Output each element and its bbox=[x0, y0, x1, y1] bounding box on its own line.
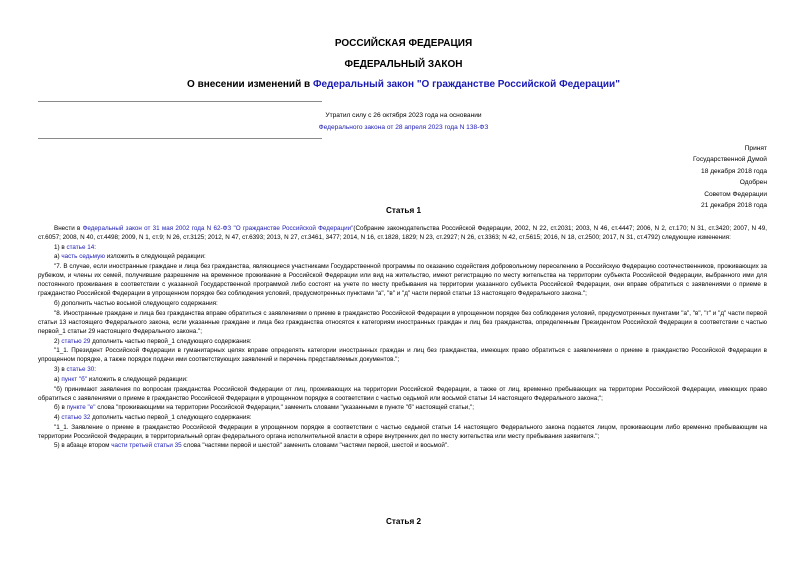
quote-part-8: "8. Иностранные граждане и лица без гражданства вправе обратиться с заявлениями о приеме в гражданство Российской Федерации в упрощенном порядке без соблюдения условий, предусмотренных пунктами "а", "в", "г" и "д" части первой статьи 13 настоящего Федерального закона, если указанные граждане и лица без гражданства относятся к категориям иностранных граждан и лиц без гражданства, определенным Президентом Российской Федерации в соответствии с частью первой_1 статьи 29 настоящего Федерального закона."; bbox=[38, 309, 767, 335]
article-1-body bbox=[38, 224, 767, 451]
item-2: 2) статью 29 дополнить частью первой_1 следующего содержания: bbox=[54, 337, 252, 345]
divider-top bbox=[38, 101, 322, 102]
quote-part-7: "7. В случае, если иностранные граждане и лица без гражданства, являющиеся участниками Государственной программы по оказанию содействия добровольному переселению в Российскую Федерацию соотечественников, проживающих за рубежом, и члены их семей, получившие разрешение на временное проживание в Российской Федерации или вид на жительство, имеют регистрацию по месту жительства на территории субъекта Российской Федерации, выбранного ими для постоянного проживания в соответствии с указанной Государственной программой либо состоят на учете по месту пребывания на территории указанного субъекта Российской Федерации, они вправе обратиться с заявлениями о приеме в гражданство Российской Федерации в упрощенном порядке без соблюдения условий, предусмотренных пунктами "а", "в" и "д" части первой статьи 13 настоящего Федерального закона."; bbox=[38, 263, 767, 298]
link-point-e[interactable]: пункте "е" bbox=[66, 404, 96, 412]
title-country: РОССИЙСКАЯ ФЕДЕРАЦИЯ bbox=[334, 38, 473, 49]
item-1: 1) в статье 14: bbox=[54, 243, 96, 251]
status-note-line2 bbox=[0, 124, 807, 131]
article-2-heading: Статья 2 bbox=[385, 517, 422, 526]
link-article-14[interactable]: статье 14 bbox=[66, 243, 95, 251]
title-subject-prefix: О внесении изменений в bbox=[187, 79, 313, 90]
status-note-link[interactable]: Федерального закона от 28 апреля 2023 года N 138-ФЗ bbox=[318, 124, 489, 131]
adoption-accepted: Принят bbox=[744, 145, 767, 152]
link-part-seven[interactable]: часть седьмую bbox=[61, 253, 105, 261]
item-3: 3) в статье 30: bbox=[54, 366, 96, 374]
article-1-intro: Внести в Федеральный закон от 31 мая 2002 года N 62-ФЗ "О гражданстве Российской Федерации"(Собрание законодательства Российской Федерации, 2002, N 22, ст.2031; 2003, N 46, ст.4447; 2006, N 2, ст.170; N 31, ст.3420; 2007, N 49, ст.6057; 2008, N 40, ст.4498; 2009, N 1, ст.9; N 26, ст.3125; 2012, N 47, ст.6393; 2013, N 27, ст.3461, 3477; 2014, N 16, ст.1828, 1829; N 23, ст.2927; N 26, ст.3363; N 42, ст.5615; 2016, N 18, ст.2500; 2017, N 31, ст.4792) следующие изменения: bbox=[38, 225, 768, 242]
link-point-b[interactable]: пункт "б" bbox=[61, 375, 87, 383]
item-5: 5) в абзаце втором части третьей статьи 35 слова "частями первой и шестой" заменить словами "частями первой, шестой и восьмой". bbox=[54, 442, 449, 450]
link-article-29[interactable]: статью 29 bbox=[61, 337, 91, 345]
link-article-30[interactable]: статье 30 bbox=[66, 366, 95, 374]
link-article-32[interactable]: статью 32 bbox=[61, 414, 91, 421]
item-1b: б) дополнить частью восьмой следующего содержания: bbox=[54, 300, 218, 308]
quote-part-1-1-art29: "1_1. Президент Российской Федерации в гуманитарных целях вправе определять категории иностранных граждан и лиц без гражданства, имеющих право обратиться с заявлениями о приеме в гражданство Российской Федерации в упрощенном порядке, а также порядок подачи ими соответствующих заявлений и перечень представляемых документов."; bbox=[38, 347, 767, 364]
link-article-35[interactable]: части третьей статьи 35 bbox=[111, 442, 182, 450]
adoption-block bbox=[693, 143, 767, 211]
title-subject-link[interactable]: Федеральный закон "О гражданстве Российской Федерации" bbox=[312, 79, 620, 90]
link-law-title[interactable]: "О гражданстве Российской Федерации" bbox=[233, 225, 354, 232]
quote-point-b: "б) принимают заявления по вопросам гражданства Российской Федерации от лиц, проживающих на территории Российской Федерации, а также от лиц, временно пребывающих на территории Российской Федерации, имеющих право обратиться с заявлениями о приеме в гражданство Российской Федерации в упрощенном порядке в соответствии с частью седьмой или восьмой статьи 14 настоящего Федерального закона;"; bbox=[38, 385, 767, 402]
item-4: 4) статью 32 дополнить частью первой_1 следующего содержания: bbox=[54, 414, 252, 421]
article-1-heading: Статья 1 bbox=[385, 206, 422, 215]
adoption-duma: Государственной Думой bbox=[693, 156, 767, 164]
quote-part-1-1-art32: "1_1. Заявление о приеме в гражданство Российской Федерации в упрощенном порядке в соответствии с частью седьмой статьи 14 настоящего Федерального закона подается лицом, проживающим либо временно пребывающим на территории Российской Федерации, в территориальный орган федерального органа исполнительной власти в сфере внутренних дел по месту жительства или месту пребывания заявителя."; bbox=[38, 423, 767, 440]
title-doc-type: ФЕДЕРАЛЬНЫЙ ЗАКОН bbox=[344, 59, 463, 70]
adoption-council-date: 21 декабря 2018 года bbox=[701, 202, 767, 210]
item-1a: а) часть седьмую изложить в следующей редакции: bbox=[54, 253, 206, 261]
adoption-duma-date: 18 декабря 2018 года bbox=[701, 167, 767, 175]
adoption-federation-council: Советом Федерации bbox=[704, 190, 767, 198]
item-3a: а) пункт "б" изложить в следующей редакции: bbox=[54, 375, 188, 383]
status-note-line1: Утратил силу с 26 октября 2023 года на основании bbox=[325, 112, 482, 119]
divider-bottom bbox=[38, 138, 322, 139]
adoption-approved: Одобрен bbox=[739, 179, 767, 187]
title-subject bbox=[0, 79, 807, 90]
link-law-62fz[interactable]: Федеральный закон от 31 мая 2002 года N 62-ФЗ bbox=[82, 225, 232, 232]
item-3b: б) в пункте "е" слова "проживающими на территории Российской Федерации," заменить словами "указанными в пункте "б" настоящей статьи,"; bbox=[54, 404, 475, 412]
